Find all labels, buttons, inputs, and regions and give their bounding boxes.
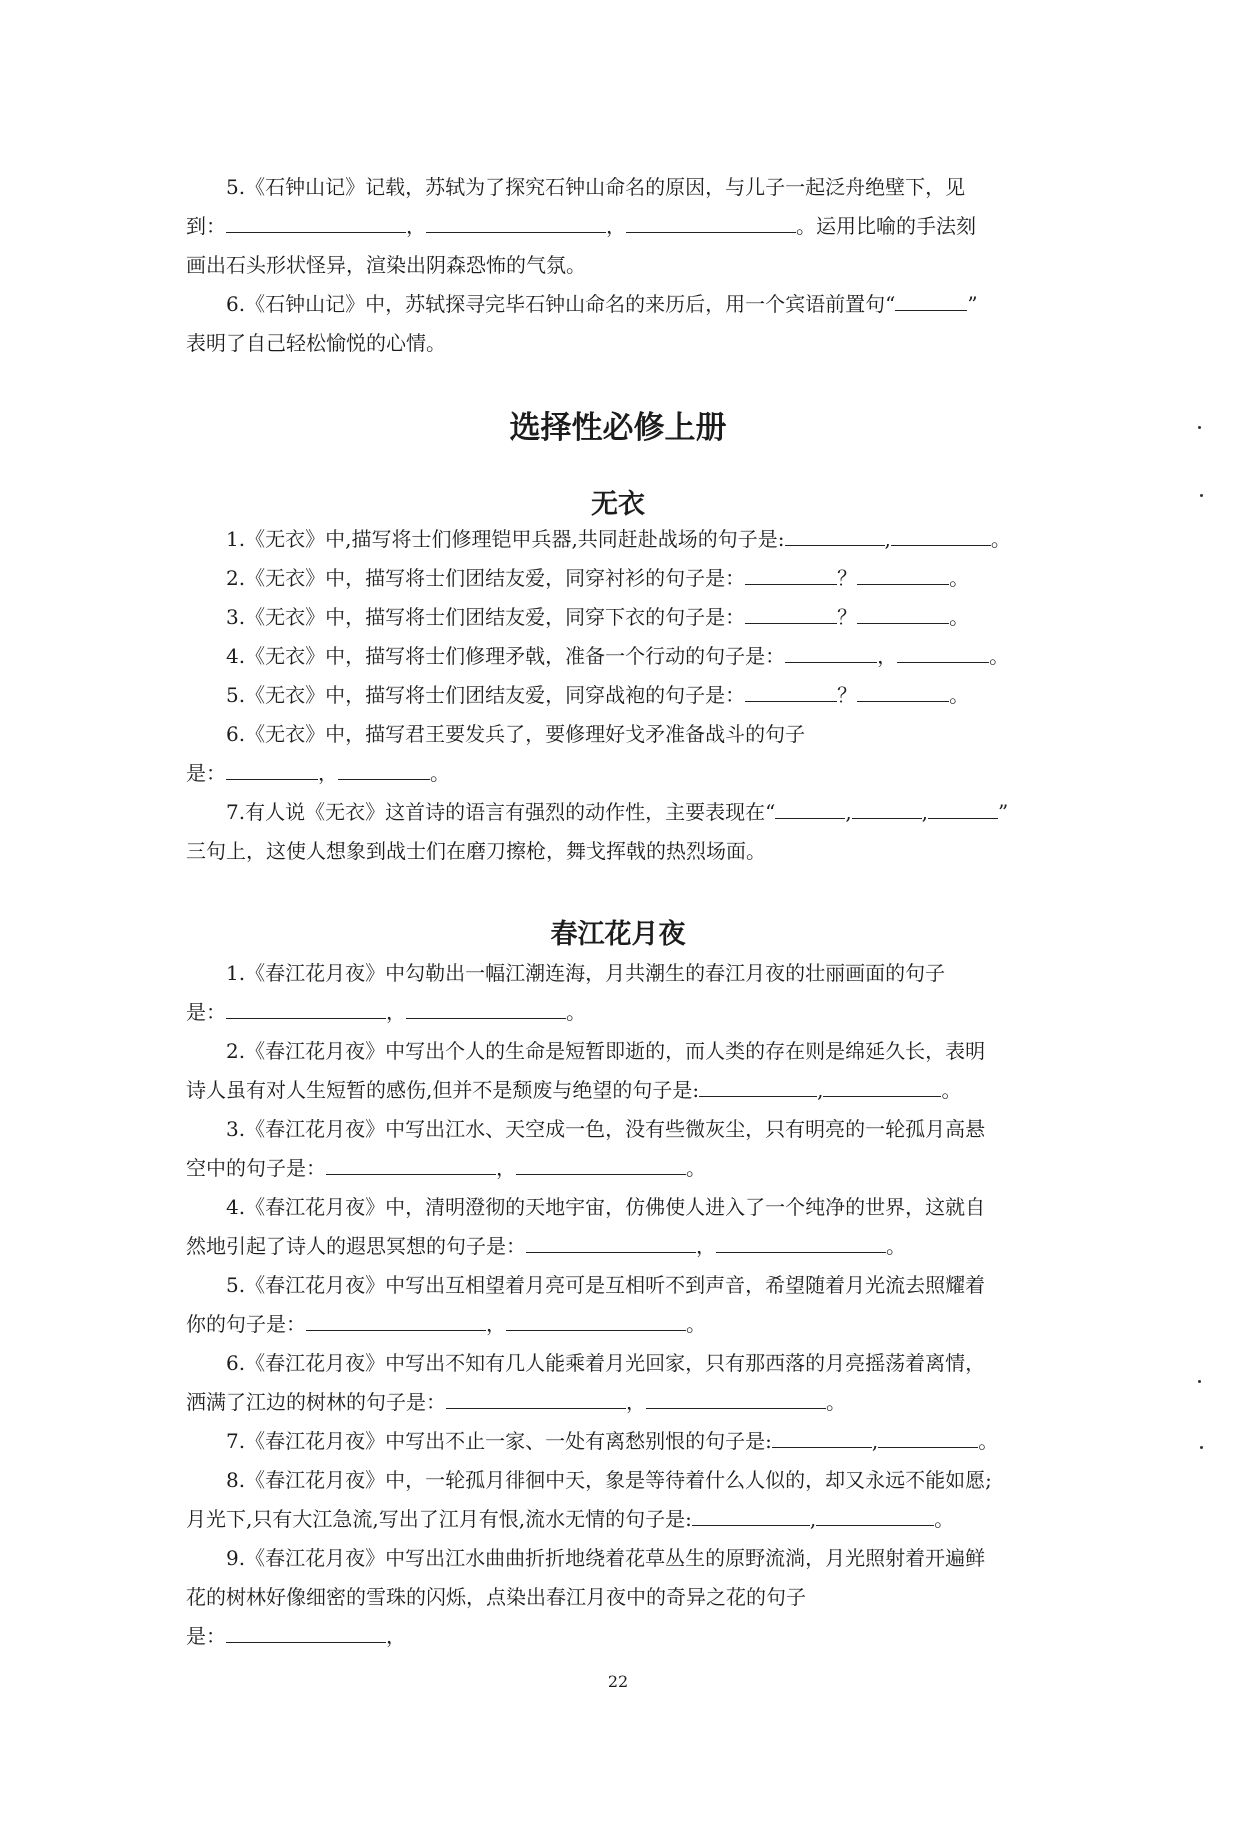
scan-speck (1200, 1446, 1203, 1449)
answer-blank[interactable] (785, 523, 885, 546)
answer-blank[interactable] (816, 1503, 934, 1526)
answer-blank[interactable] (226, 996, 386, 1019)
answer-blank[interactable] (852, 796, 922, 819)
chunjiang-q9: 9.《春江花月夜》中写出江水曲曲折折地绕着花草丛生的原野流淌，月光照射着开遍鲜 (226, 1546, 986, 1570)
chunjiang-q7: 7.《春江花月夜》中写出不止一家、一处有离愁别恨的句子是: , 。 (186, 1422, 1050, 1461)
answer-blank[interactable] (446, 1386, 626, 1409)
answer-blank[interactable] (857, 601, 949, 624)
answer-blank[interactable] (895, 288, 967, 311)
wuyi-q3: 3.《无衣》中，描写将士们团结友爱，同穿下衣的句子是： ？ 。 (186, 598, 1050, 637)
answer-blank[interactable] (326, 1152, 496, 1175)
chunjiang-q9-line3: 是： ， (186, 1617, 1050, 1656)
question-6-stone-line2: 表明了自己轻松愉悦的心情。 (186, 331, 446, 355)
answer-blank[interactable] (426, 210, 606, 233)
answer-blank[interactable] (692, 1503, 810, 1526)
answer-blank[interactable] (878, 1425, 978, 1448)
chunjiang-q4: 4.《春江花月夜》中，清明澄彻的天地宇宙，仿佛使人进入了一个纯净的世界，这就自 (226, 1195, 986, 1219)
answer-blank[interactable] (626, 210, 796, 233)
answer-blank[interactable] (226, 210, 406, 233)
wuyi-section (186, 482, 1050, 521)
answer-blank[interactable] (785, 640, 877, 663)
wuyi-q1: 1.《无衣》中,描写将士们修理铠甲兵器,共同赶赴战场的句子是: , 。 (186, 520, 1050, 559)
chunjiang-q3-line2: 空中的句子是： ， 。 (186, 1149, 1050, 1188)
page-number: 22 (607, 1672, 629, 1691)
wuyi-q4: 4.《无衣》中，描写将士们修理矛戟，准备一个行动的句子是： ， 。 (186, 637, 1050, 676)
chunjiang-q8-line2: 月光下,只有大江急流,写出了江月有恨,流水无情的句子是: , 。 (186, 1500, 1050, 1539)
answer-blank[interactable] (857, 679, 949, 702)
chunjiang-q3: 3.《春江花月夜》中写出江水、天空成一色，没有些微灰尘，只有明亮的一轮孤月高悬 (226, 1117, 986, 1141)
wuyi-questions (186, 520, 1050, 871)
main-title: 选择性必修上册 (509, 410, 727, 446)
answer-blank[interactable] (745, 679, 837, 702)
answer-blank[interactable] (823, 1074, 941, 1097)
answer-blank[interactable] (646, 1386, 826, 1409)
answer-blank[interactable] (745, 562, 837, 585)
question-6-stone: 6.《石钟山记》中，苏轼探寻完毕石钟山命名的来历后，用一个宾语前置句“ ” (186, 285, 1050, 324)
chunjiang-q9-line2: 花的树林好像细密的雪珠的闪烁，点染出春江月夜中的奇异之花的句子 (186, 1585, 806, 1609)
answer-blank[interactable] (775, 796, 845, 819)
chunjiang-q5-line2: 你的句子是： ， 。 (186, 1305, 1050, 1344)
answer-blank[interactable] (699, 1074, 817, 1097)
question-5-stone: 5.《石钟山记》记载，苏轼为了探究石钟山命名的原因，与儿子一起泛舟绝壁下，见 (226, 175, 966, 199)
answer-blank[interactable] (406, 996, 566, 1019)
wuyi-q7: 7.有人说《无衣》这首诗的语言有强烈的动作性，主要表现在“ , , ” (186, 793, 1050, 832)
answer-blank[interactable] (526, 1230, 696, 1253)
answer-blank[interactable] (928, 796, 998, 819)
wuyi-q2: 2.《无衣》中，描写将士们团结友爱，同穿衬衫的句子是： ？ 。 (186, 559, 1050, 598)
answer-blank[interactable] (506, 1308, 686, 1331)
chunjiang-questions (186, 954, 1050, 1656)
answer-blank[interactable] (226, 757, 318, 780)
question-5-stone-line2: 到： ， ， 。运用比喻的手法刻 (186, 207, 1050, 246)
scan-speck (1198, 1380, 1201, 1383)
answer-blank[interactable] (338, 757, 430, 780)
answer-blank[interactable] (226, 1620, 386, 1643)
answer-blank[interactable] (716, 1230, 886, 1253)
chunjiang-q5: 5.《春江花月夜》中写出互相望着月亮可是互相听不到声音，希望随着月光流去照耀着 (226, 1273, 986, 1297)
answer-blank[interactable] (306, 1308, 486, 1331)
chunjiang-q6-line2: 洒满了江边的树林的句子是： ， 。 (186, 1383, 1050, 1422)
wuyi-title: 无衣 (591, 489, 645, 520)
chunjiang-q4-line2: 然地引起了诗人的遐思冥想的句子是： ， 。 (186, 1227, 1050, 1266)
answer-blank[interactable] (745, 601, 837, 624)
stone-bell-section (186, 168, 1050, 363)
answer-blank[interactable] (516, 1152, 686, 1175)
chunjiang-q2-line2: 诗人虽有对人生短暂的感伤,但并不是颓废与绝望的句子是: , 。 (186, 1071, 1050, 1110)
chunjiang-section (186, 912, 1050, 951)
wuyi-q6-line2: 是： ， 。 (186, 754, 1050, 793)
chunjiang-q6: 6.《春江花月夜》中写出不知有几人能乘着月光回家，只有那西落的月亮摇荡着离情， (226, 1351, 986, 1375)
chunjiang-q1-line2: 是： ， 。 (186, 993, 1050, 1032)
chunjiang-q1: 1.《春江花月夜》中勾勒出一幅江潮连海，月共潮生的春江月夜的壮丽画面的句子 (226, 961, 946, 985)
answer-blank[interactable] (891, 523, 991, 546)
chunjiang-title: 春江花月夜 (550, 919, 686, 950)
wuyi-q5: 5.《无衣》中，描写将士们团结友爱，同穿战袍的句子是： ？ 。 (186, 676, 1050, 715)
answer-blank[interactable] (857, 562, 949, 585)
chunjiang-q8: 8.《春江花月夜》中，一轮孤月徘徊中天，象是等待着什么人似的，却又永远不能如愿; (226, 1468, 992, 1492)
answer-blank[interactable] (897, 640, 989, 663)
wuyi-q6: 6.《无衣》中，描写君王要发兵了，要修理好戈矛准备战斗的句子 (226, 722, 806, 746)
wuyi-q7-line2: 三句上，这使人想象到战士们在磨刀擦枪，舞戈挥戟的热烈场面。 (186, 839, 766, 863)
chunjiang-q2: 2.《春江花月夜》中写出个人的生命是短暂即逝的，而人类的存在则是绵延久长，表明 (226, 1039, 986, 1063)
main-title-wrap (186, 402, 1050, 447)
scan-speck (1198, 426, 1201, 429)
scan-speck (1200, 494, 1203, 497)
question-5-stone-line3: 画出石头形状怪异，渲染出阴森恐怖的气氛。 (186, 253, 586, 277)
answer-blank[interactable] (772, 1425, 872, 1448)
